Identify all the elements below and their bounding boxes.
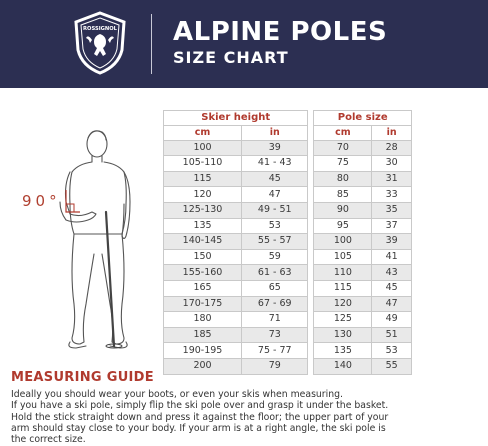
table-row <box>164 202 412 218</box>
table-cell: 165 <box>164 280 242 296</box>
table-cell: 37 <box>372 218 412 234</box>
brand-text: ROSSIGNOL <box>83 26 117 32</box>
table-row <box>164 265 412 281</box>
table-cell: 120 <box>164 187 242 203</box>
table-cell: 45 <box>242 171 308 187</box>
table-cell: 155-160 <box>164 265 242 281</box>
table-cell: 75 <box>314 156 372 172</box>
table-cell: 28 <box>372 140 412 156</box>
page-title: ALPINE POLES <box>173 17 388 47</box>
table-cell: 70 <box>314 140 372 156</box>
table-row <box>164 312 412 328</box>
guide-line: Hold the stick straight down and press it against the floor; the upper part of your <box>11 411 389 423</box>
table-cell: 135 <box>314 343 372 359</box>
table-cell: 80 <box>314 171 372 187</box>
table-cell: 35 <box>372 202 412 218</box>
table-row <box>164 296 412 312</box>
guide-line: Ideally you should wear your boots, or even your skis when measuring. <box>11 389 343 400</box>
skier-measuring-illustration <box>40 120 150 360</box>
table-cell: 65 <box>242 280 308 296</box>
measuring-guide-text <box>11 389 481 445</box>
table-cell: 75 - 77 <box>242 343 308 359</box>
page-subtitle: SIZE CHART <box>173 48 289 67</box>
table-cell: 33 <box>372 187 412 203</box>
unit-header: in <box>372 126 412 141</box>
table-cell: 49 - 51 <box>242 202 308 218</box>
table-cell: 61 - 63 <box>242 265 308 281</box>
table-cell: 39 <box>242 140 308 156</box>
size-table <box>163 110 412 375</box>
unit-header: cm <box>314 126 372 141</box>
unit-header: cm <box>164 126 242 141</box>
angle-label: 90° <box>22 192 61 210</box>
table-cell: 125-130 <box>164 202 242 218</box>
table-row <box>164 249 412 265</box>
table-cell: 45 <box>372 280 412 296</box>
table-cell: 55 - 57 <box>242 234 308 250</box>
table-row <box>164 187 412 203</box>
table-cell: 67 - 69 <box>242 296 308 312</box>
table-cell: 41 - 43 <box>242 156 308 172</box>
pole-size-header: Pole size <box>314 111 412 126</box>
table-cell: 125 <box>314 312 372 328</box>
guide-line: arm should stay close to your body. If your arm is at a right angle, the ski pole is <box>11 422 386 434</box>
table-cell: 43 <box>372 265 412 281</box>
table-cell: 100 <box>164 140 242 156</box>
table-row <box>164 218 412 234</box>
table-row <box>164 140 412 156</box>
table-cell: 47 <box>242 187 308 203</box>
table-cell: 140-145 <box>164 234 242 250</box>
guide-line: If you have a ski pole, simply flip the ski pole over and grasp it under the basket. <box>11 400 389 412</box>
table-cell: 85 <box>314 187 372 203</box>
table-cell: 51 <box>372 327 412 343</box>
header-banner <box>0 0 488 88</box>
table-cell: 53 <box>242 218 308 234</box>
table-row <box>164 171 412 187</box>
table-cell: 200 <box>164 358 242 374</box>
table-cell: 73 <box>242 327 308 343</box>
table-cell: 47 <box>372 296 412 312</box>
table-cell: 59 <box>242 249 308 265</box>
table-row <box>164 343 412 359</box>
table-cell: 105-110 <box>164 156 242 172</box>
table-cell: 150 <box>164 249 242 265</box>
table-cell: 180 <box>164 312 242 328</box>
skier-height-header: Skier height <box>164 111 308 126</box>
table-row <box>164 156 412 172</box>
table-cell: 39 <box>372 234 412 250</box>
table-cell: 135 <box>164 218 242 234</box>
rossignol-rooster-logo <box>72 10 128 76</box>
table-cell: 41 <box>372 249 412 265</box>
table-cell: 115 <box>314 280 372 296</box>
table-cell: 49 <box>372 312 412 328</box>
header-divider <box>151 14 152 74</box>
table-cell: 55 <box>372 358 412 374</box>
table-cell: 115 <box>164 171 242 187</box>
table-cell: 105 <box>314 249 372 265</box>
table-cell: 30 <box>372 156 412 172</box>
table-cell: 130 <box>314 327 372 343</box>
table-cell: 79 <box>242 358 308 374</box>
table-cell: 185 <box>164 327 242 343</box>
table-cell: 190-195 <box>164 343 242 359</box>
table-row <box>164 280 412 296</box>
table-cell: 120 <box>314 296 372 312</box>
table-cell: 100 <box>314 234 372 250</box>
table-row <box>164 327 412 343</box>
table-row <box>164 358 412 374</box>
measuring-guide-title: MEASURING GUIDE <box>11 370 154 385</box>
table-cell: 53 <box>372 343 412 359</box>
table-cell: 110 <box>314 265 372 281</box>
table-cell: 90 <box>314 202 372 218</box>
table-cell: 71 <box>242 312 308 328</box>
table-row <box>164 234 412 250</box>
table-cell: 170-175 <box>164 296 242 312</box>
table-cell: 31 <box>372 171 412 187</box>
unit-header: in <box>242 126 308 141</box>
table-cell: 140 <box>314 358 372 374</box>
table-cell: 95 <box>314 218 372 234</box>
guide-line: the correct size. <box>11 434 86 446</box>
